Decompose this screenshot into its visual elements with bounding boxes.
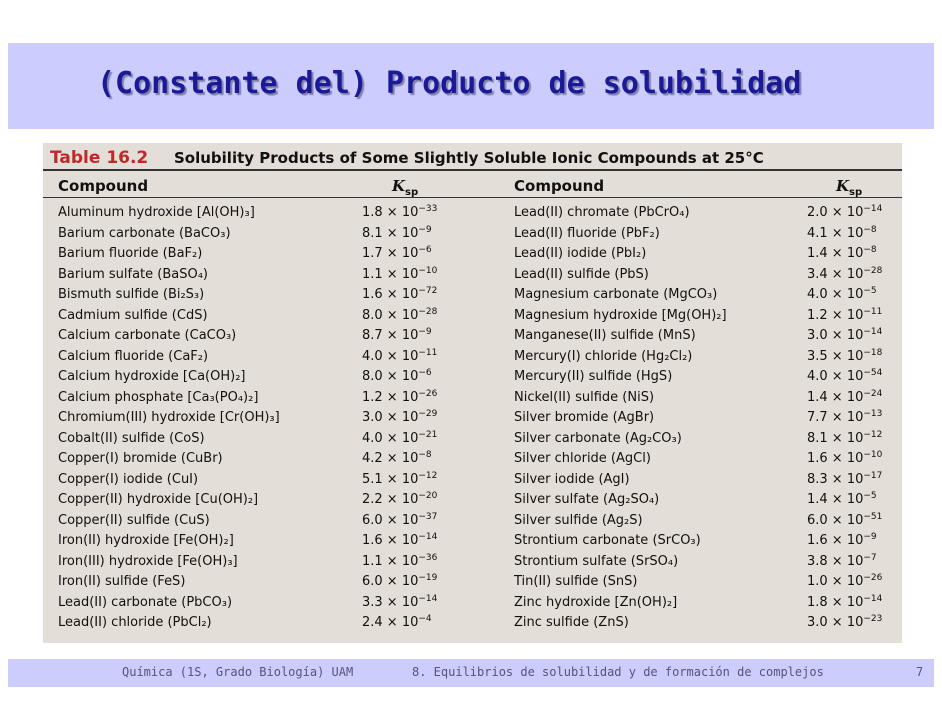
ksp-value bbox=[807, 224, 877, 245]
ksp-value bbox=[362, 572, 437, 593]
ksp-symbol: K bbox=[836, 177, 850, 195]
ksp-value bbox=[807, 326, 882, 347]
ksp-value bbox=[807, 613, 882, 634]
ksp-value bbox=[807, 408, 882, 429]
compound-name: Mercury(II) sulfide (HgS) bbox=[514, 369, 673, 384]
ksp-exponent: −36 bbox=[418, 552, 438, 563]
ksp-exponent: −14 bbox=[863, 593, 883, 604]
ksp-value bbox=[807, 429, 882, 450]
ksp-value bbox=[807, 347, 882, 368]
col-header-compound-left: Compound bbox=[58, 177, 149, 195]
col-header-ksp-left bbox=[392, 177, 418, 198]
compound-name: Aluminum hydroxide [Al(OH)₃] bbox=[58, 205, 255, 220]
ksp-value bbox=[362, 429, 437, 450]
ksp-mantissa: 6.0 × 10 bbox=[362, 512, 419, 528]
compound-name: Barium carbonate (BaCO₃) bbox=[58, 225, 231, 241]
ksp-mantissa: 1.1 × 10 bbox=[362, 266, 419, 282]
ksp-exponent: −26 bbox=[863, 573, 883, 583]
ksp-exponent: −12 bbox=[418, 470, 438, 481]
ksp-mantissa: 7.7 × 10 bbox=[807, 410, 864, 425]
ksp-value bbox=[807, 367, 882, 388]
ksp-subscript: sp bbox=[849, 187, 863, 198]
compound-name: Calcium fluoride (CaF₂) bbox=[58, 348, 209, 364]
ksp-value bbox=[807, 470, 882, 491]
compound-name: Copper(I) bromide (CuBr) bbox=[58, 451, 223, 466]
compound-name: Magnesium hydroxide [Mg(OH)₂] bbox=[514, 307, 727, 323]
ksp-mantissa: 3.0 × 10 bbox=[807, 615, 864, 630]
ksp-mantissa: 1.8 × 10 bbox=[362, 205, 419, 220]
ksp-mantissa: 4.1 × 10 bbox=[807, 225, 864, 241]
compound-name: Mercury(I) chloride (Hg₂Cl₂) bbox=[514, 348, 693, 364]
ksp-value bbox=[362, 244, 432, 265]
ksp-mantissa: 1.0 × 10 bbox=[807, 574, 864, 589]
ksp-exponent: −8 bbox=[863, 224, 877, 235]
ksp-mantissa: 3.0 × 10 bbox=[807, 328, 864, 343]
table-top-rule bbox=[43, 169, 902, 171]
compound-name: Cadmium sulfide (CdS) bbox=[58, 307, 208, 323]
ksp-mantissa: 2.4 × 10 bbox=[362, 615, 419, 630]
ksp-exponent: −19 bbox=[418, 573, 438, 583]
ksp-value bbox=[807, 388, 882, 409]
ksp-exponent: −17 bbox=[863, 470, 883, 481]
ksp-exponent: −26 bbox=[418, 388, 438, 399]
ksp-exponent: −29 bbox=[418, 409, 438, 419]
ksp-value bbox=[807, 306, 882, 327]
ksp-exponent: −4 bbox=[418, 614, 432, 624]
ksp-mantissa: 1.4 × 10 bbox=[807, 389, 864, 405]
ksp-exponent: −14 bbox=[863, 204, 883, 214]
ksp-exponent: −11 bbox=[418, 347, 438, 358]
ksp-value bbox=[807, 572, 882, 593]
ksp-exponent: −11 bbox=[863, 306, 883, 317]
ksp-value bbox=[362, 552, 437, 573]
ksp-exponent: −9 bbox=[418, 224, 432, 235]
ksp-value bbox=[362, 285, 437, 306]
ksp-mantissa: 8.1 × 10 bbox=[362, 225, 419, 241]
ksp-value bbox=[807, 531, 877, 552]
ksp-exponent: −24 bbox=[863, 388, 883, 399]
ksp-mantissa: 1.6 × 10 bbox=[807, 533, 864, 548]
ksp-exponent: −21 bbox=[418, 429, 438, 440]
compound-name: Zinc sulfide (ZnS) bbox=[514, 615, 629, 630]
ksp-mantissa: 1.4 × 10 bbox=[807, 492, 864, 507]
ksp-value bbox=[362, 388, 437, 409]
ksp-exponent: −10 bbox=[863, 450, 883, 460]
ksp-mantissa: 3.0 × 10 bbox=[362, 410, 419, 425]
ksp-exponent: −23 bbox=[863, 614, 883, 624]
ksp-mantissa: 8.0 × 10 bbox=[362, 307, 419, 323]
compound-name: Iron(III) hydroxide [Fe(OH)₃] bbox=[58, 553, 238, 569]
compound-name: Copper(I) iodide (CuI) bbox=[58, 471, 199, 487]
footer-page-number: 7 bbox=[916, 665, 924, 679]
ksp-exponent: −54 bbox=[863, 368, 883, 378]
ksp-mantissa: 3.5 × 10 bbox=[807, 348, 864, 364]
compound-name: Chromium(III) hydroxide [Cr(OH)₃] bbox=[58, 410, 280, 425]
compound-name: Lead(II) sulfide (PbS) bbox=[514, 266, 649, 282]
compound-name: Silver sulfate (Ag₂SO₄) bbox=[514, 492, 660, 507]
ksp-mantissa: 4.0 × 10 bbox=[362, 430, 419, 446]
ksp-exponent: −72 bbox=[418, 286, 438, 296]
ksp-value bbox=[807, 244, 877, 265]
ksp-exponent: −5 bbox=[863, 286, 877, 296]
compound-name: Barium sulfate (BaSO₄) bbox=[58, 266, 208, 282]
ksp-value bbox=[362, 613, 432, 634]
header-bottom-rule bbox=[43, 197, 902, 198]
ksp-mantissa: 1.4 × 10 bbox=[807, 246, 864, 261]
compound-name: Nickel(II) sulfide (NiS) bbox=[514, 389, 655, 405]
ksp-value bbox=[807, 490, 877, 511]
ksp-exponent: −12 bbox=[863, 429, 883, 440]
ksp-value bbox=[807, 511, 882, 532]
compound-name: Silver bromide (AgBr) bbox=[514, 410, 655, 425]
ksp-exponent: −9 bbox=[863, 532, 877, 542]
ksp-value bbox=[362, 593, 437, 614]
ksp-value bbox=[362, 531, 437, 552]
ksp-value bbox=[362, 408, 437, 429]
compound-name: Silver chloride (AgCl) bbox=[514, 451, 651, 466]
slide-title: (Constante del) Producto de solubilidad bbox=[97, 66, 802, 101]
ksp-mantissa: 3.4 × 10 bbox=[807, 266, 864, 282]
ksp-exponent: −8 bbox=[418, 450, 432, 460]
compound-name: Zinc hydroxide [Zn(OH)₂] bbox=[514, 594, 678, 610]
ksp-mantissa: 6.0 × 10 bbox=[362, 574, 419, 589]
col-header-compound-right: Compound bbox=[514, 177, 605, 195]
ksp-value bbox=[362, 347, 437, 368]
ksp-exponent: −14 bbox=[418, 532, 438, 542]
ksp-value bbox=[362, 449, 432, 470]
ksp-mantissa: 1.6 × 10 bbox=[362, 287, 419, 302]
compound-name: Copper(II) sulfide (CuS) bbox=[58, 512, 210, 528]
compound-name: Lead(II) carbonate (PbCO₃) bbox=[58, 594, 233, 610]
ksp-value bbox=[362, 470, 437, 491]
compound-name: Lead(II) chromate (PbCrO₄) bbox=[514, 205, 690, 220]
ksp-mantissa: 8.3 × 10 bbox=[807, 471, 864, 487]
ksp-mantissa: 1.6 × 10 bbox=[807, 451, 864, 466]
ksp-value bbox=[807, 203, 882, 224]
footer-topic: 8. Equilibrios de solubilidad y de formación de complejos bbox=[412, 665, 824, 679]
compound-name: Manganese(II) sulfide (MnS) bbox=[514, 328, 696, 343]
ksp-value bbox=[362, 203, 437, 224]
ksp-mantissa: 8.1 × 10 bbox=[807, 430, 864, 446]
ksp-exponent: −5 bbox=[863, 491, 877, 501]
ksp-mantissa: 3.3 × 10 bbox=[362, 594, 419, 610]
ksp-exponent: −14 bbox=[863, 327, 883, 337]
compound-name: Strontium carbonate (SrCO₃) bbox=[514, 533, 701, 548]
compound-name: Bismuth sulfide (Bi₂S₃) bbox=[58, 287, 205, 302]
ksp-exponent: −51 bbox=[863, 511, 883, 522]
ksp-value bbox=[362, 306, 437, 327]
ksp-mantissa: 4.2 × 10 bbox=[362, 451, 419, 466]
ksp-mantissa: 1.7 × 10 bbox=[362, 246, 419, 261]
ksp-value bbox=[362, 490, 437, 511]
ksp-exponent: −20 bbox=[418, 491, 438, 501]
ksp-mantissa: 4.0 × 10 bbox=[362, 348, 419, 364]
table-label: Table 16.2 bbox=[50, 148, 149, 168]
ksp-exponent: −6 bbox=[418, 368, 432, 378]
ksp-exponent: −6 bbox=[418, 245, 432, 255]
compound-name: Calcium carbonate (CaCO₃) bbox=[58, 328, 237, 343]
ksp-symbol: K bbox=[392, 177, 406, 195]
ksp-value bbox=[807, 265, 882, 286]
ksp-exponent: −28 bbox=[418, 306, 438, 317]
ksp-mantissa: 4.0 × 10 bbox=[807, 287, 864, 302]
ksp-mantissa: 2.2 × 10 bbox=[362, 492, 419, 507]
ksp-exponent: −8 bbox=[863, 245, 877, 255]
ksp-mantissa: 5.1 × 10 bbox=[362, 471, 419, 487]
ksp-value bbox=[807, 593, 882, 614]
ksp-mantissa: 4.0 × 10 bbox=[807, 369, 864, 384]
compound-name: Cobalt(II) sulfide (CoS) bbox=[58, 430, 205, 446]
ksp-exponent: −37 bbox=[418, 511, 438, 522]
ksp-value bbox=[362, 511, 437, 532]
compound-name: Silver iodide (AgI) bbox=[514, 471, 630, 487]
ksp-mantissa: 2.0 × 10 bbox=[807, 205, 864, 220]
ksp-exponent: −10 bbox=[418, 265, 438, 276]
ksp-exponent: −18 bbox=[863, 347, 883, 358]
ksp-value bbox=[807, 285, 877, 306]
col-header-ksp-right bbox=[836, 177, 862, 198]
ksp-value bbox=[362, 265, 437, 286]
ksp-exponent: −9 bbox=[418, 327, 432, 337]
ksp-value bbox=[807, 449, 882, 470]
compound-name: Calcium phosphate [Ca₃(PO₄)₂] bbox=[58, 389, 259, 405]
ksp-exponent: −7 bbox=[863, 552, 877, 563]
compound-name: Calcium hydroxide [Ca(OH)₂] bbox=[58, 369, 246, 384]
compound-name: Strontium sulfate (SrSO₄) bbox=[514, 553, 679, 569]
compound-name: Barium fluoride (BaF₂) bbox=[58, 246, 203, 261]
compound-name: Tin(II) sulfide (SnS) bbox=[514, 574, 638, 589]
ksp-exponent: −33 bbox=[418, 204, 438, 214]
compound-name: Iron(II) sulfide (FeS) bbox=[58, 574, 186, 589]
footer-course: Química (1S, Grado Biología) UAM bbox=[122, 665, 354, 679]
ksp-mantissa: 1.8 × 10 bbox=[807, 594, 864, 610]
ksp-mantissa: 3.8 × 10 bbox=[807, 553, 864, 569]
ksp-value bbox=[807, 552, 877, 573]
compound-name: Silver sulfide (Ag₂S) bbox=[514, 512, 643, 528]
compound-name: Silver carbonate (Ag₂CO₃) bbox=[514, 430, 682, 446]
ksp-mantissa: 6.0 × 10 bbox=[807, 512, 864, 528]
ksp-value bbox=[362, 367, 432, 388]
compound-name: Iron(II) hydroxide [Fe(OH)₂] bbox=[58, 533, 234, 548]
ksp-mantissa: 1.1 × 10 bbox=[362, 553, 419, 569]
ksp-mantissa: 1.6 × 10 bbox=[362, 533, 419, 548]
table-caption: Solubility Products of Some Slightly Soluble Ionic Compounds at 25°C bbox=[174, 149, 764, 167]
ksp-subscript: sp bbox=[405, 187, 419, 198]
ksp-value bbox=[362, 326, 432, 347]
compound-name: Copper(II) hydroxide [Cu(OH)₂] bbox=[58, 492, 259, 507]
compound-name: Lead(II) chloride (PbCl₂) bbox=[58, 615, 212, 630]
ksp-mantissa: 8.7 × 10 bbox=[362, 328, 419, 343]
ksp-mantissa: 1.2 × 10 bbox=[807, 307, 864, 323]
compound-name: Lead(II) iodide (PbI₂) bbox=[514, 246, 647, 261]
compound-name: Lead(II) fluoride (PbF₂) bbox=[514, 225, 660, 241]
ksp-value bbox=[362, 224, 432, 245]
ksp-exponent: −14 bbox=[418, 593, 438, 604]
ksp-exponent: −28 bbox=[863, 265, 883, 276]
ksp-exponent: −13 bbox=[863, 409, 883, 419]
ksp-mantissa: 1.2 × 10 bbox=[362, 389, 419, 405]
ksp-mantissa: 8.0 × 10 bbox=[362, 369, 419, 384]
compound-name: Magnesium carbonate (MgCO₃) bbox=[514, 287, 718, 302]
